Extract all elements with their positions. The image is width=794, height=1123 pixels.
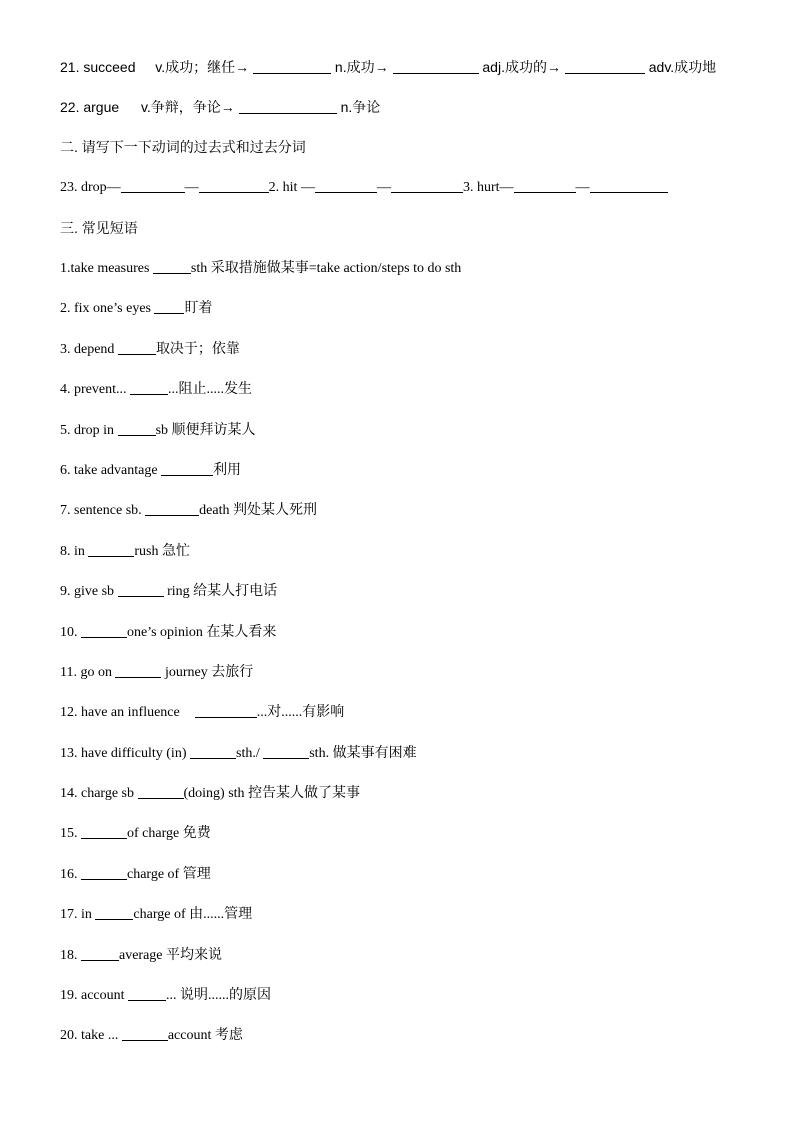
vocab-seg: adv.成功地 (648, 59, 717, 75)
answer-blank[interactable] (138, 783, 184, 799)
phrase-item: 1.take measures sth 采取措施做某事=take action/steps to do sth (60, 258, 754, 280)
answer-blank[interactable] (128, 985, 166, 1001)
answer-blank[interactable] (115, 662, 161, 678)
phrase-item: 2. fix one’s eyes 盯着 (60, 298, 754, 320)
verb-prompt: 23. drop (60, 180, 107, 195)
answer-blank[interactable] (161, 460, 213, 476)
answer-blank[interactable] (195, 702, 257, 718)
verb-prompt: 2. hit (268, 180, 298, 195)
answer-blank[interactable] (565, 58, 645, 74)
answer-blank[interactable] (153, 258, 191, 274)
answer-blank[interactable] (118, 581, 164, 597)
phrase-item: 17. in charge of 由......管理 (60, 904, 754, 926)
answer-blank[interactable] (253, 58, 331, 74)
answer-blank[interactable] (239, 98, 337, 114)
vocab-seg: adj.成功的→ (482, 59, 561, 75)
phrase-item: 8. in rush 急忙 (60, 541, 754, 563)
answer-blank[interactable] (81, 945, 119, 961)
verb-prompt: 3. hurt (462, 180, 500, 195)
vocab-line-22 (60, 96, 754, 118)
vocab-head: 22. argue (60, 99, 120, 115)
answer-blank[interactable] (95, 904, 133, 920)
phrase-item: 14. charge sb (doing) sth 控告某人做了某事 (60, 783, 754, 805)
phrase-item: 18. average 平均来说 (60, 945, 754, 967)
vocab-pos: v.争辩，争论→ (140, 99, 235, 115)
answer-blank[interactable] (122, 1025, 168, 1041)
vocab-seg: n.成功→ (334, 59, 389, 75)
vocab-head: 21. succeed (60, 59, 136, 75)
answer-blank[interactable] (393, 58, 479, 74)
answer-blank[interactable] (145, 500, 199, 516)
answer-blank[interactable] (590, 177, 668, 193)
vocab-line-21 (60, 56, 754, 78)
vocab-pos: v.成功；继任→ (155, 59, 250, 75)
answer-blank[interactable] (315, 177, 377, 193)
phrase-item: 12. have an influence ...对......有影响 (60, 702, 754, 724)
phrase-item: 9. give sb ring 给某人打电话 (60, 581, 754, 603)
answer-blank[interactable] (199, 177, 269, 193)
verb-forms-line: 23. drop— — 2. hit — — 3. hurt— — (60, 177, 754, 199)
phrase-item: 6. take advantage 利用 (60, 460, 754, 482)
answer-blank[interactable] (130, 379, 168, 395)
answer-blank[interactable] (263, 743, 309, 759)
phrase-item: 20. take ... account 考虑 (60, 1025, 754, 1047)
answer-blank[interactable] (88, 541, 134, 557)
answer-blank[interactable] (514, 177, 576, 193)
phrase-item: 5. drop in sb 顺便拜访某人 (60, 420, 754, 442)
phrase-item: 7. sentence sb. death 判处某人死刑 (60, 500, 754, 522)
answer-blank[interactable] (81, 823, 127, 839)
answer-blank[interactable] (190, 743, 236, 759)
phrase-item: 15. of charge 免费 (60, 823, 754, 845)
phrase-item: 11. go on journey 去旅行 (60, 662, 754, 684)
phrase-item: 19. account ... 说明......的原因 (60, 985, 754, 1007)
phrase-item: 4. prevent... ...阻止.....发生 (60, 379, 754, 401)
answer-blank[interactable] (391, 177, 463, 193)
answer-blank[interactable] (81, 864, 127, 880)
answer-blank[interactable] (118, 339, 156, 355)
phrase-item: 16. charge of 管理 (60, 864, 754, 886)
phrase-item: 10. one’s opinion 在某人看来 (60, 622, 754, 644)
answer-blank[interactable] (81, 622, 127, 638)
section-3-title: 三. 常见短语 (60, 220, 138, 236)
answer-blank[interactable] (121, 177, 185, 193)
phrase-item: 13. have difficulty (in) sth./ sth. 做某事有困难 (60, 743, 754, 765)
phrase-item: 3. depend 取决于；依靠 (60, 339, 754, 361)
answer-blank[interactable] (154, 298, 184, 314)
answer-blank[interactable] (118, 420, 156, 436)
vocab-seg: n.争论 (340, 99, 381, 115)
section-2-title: 二. 请写下一下动词的过去式和过去分词 (60, 139, 306, 155)
